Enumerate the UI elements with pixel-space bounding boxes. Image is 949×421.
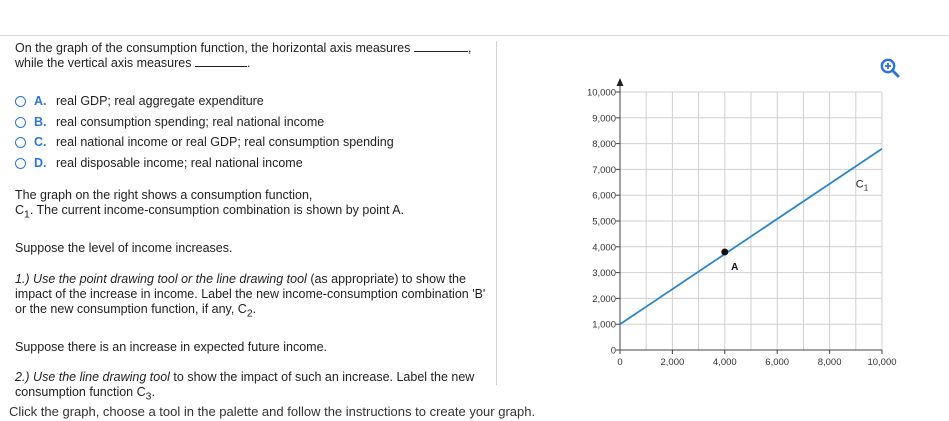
subscript: 1 bbox=[24, 209, 30, 221]
option-text: real national income or real GDP; real consumption spending bbox=[56, 135, 394, 150]
paragraph-text: . The current income-consumption combination is shown by point A. bbox=[29, 202, 405, 217]
blank-horizontal bbox=[414, 41, 468, 52]
option-letter: D. bbox=[34, 155, 47, 170]
option-letter: C. bbox=[34, 135, 47, 150]
point-label: A bbox=[731, 261, 739, 273]
y-tick-label: 10,000 bbox=[586, 87, 616, 99]
y-tick-label: 8,000 bbox=[592, 139, 616, 151]
paragraph-text: . bbox=[252, 302, 257, 317]
option-c[interactable] bbox=[15, 132, 495, 153]
x-tick-label: 4,000 bbox=[712, 357, 737, 368]
question-line-1-end: , bbox=[467, 41, 472, 55]
option-b[interactable] bbox=[15, 112, 495, 133]
series-label: $C_1$ bbox=[855, 178, 869, 193]
y-tick-label: 6,000 bbox=[592, 190, 616, 202]
paragraph-text: The graph on the right shows a consumption function, bbox=[15, 187, 313, 202]
question-line-2-end: . bbox=[246, 56, 251, 70]
blank-vertical bbox=[195, 56, 247, 67]
radio-icon[interactable] bbox=[15, 117, 26, 128]
x-tick-label: 10,000 bbox=[867, 357, 897, 368]
option-letter: B. bbox=[34, 114, 47, 129]
point-a bbox=[721, 248, 728, 255]
x-tick-label: 0 bbox=[617, 357, 623, 368]
x-tick-label: 6,000 bbox=[765, 357, 790, 368]
y-tick-label: 5,000 bbox=[592, 216, 616, 228]
option-d[interactable] bbox=[15, 153, 495, 174]
paragraph-italic: 1.) Use the point drawing tool or the line drawing tool bbox=[15, 272, 307, 287]
paragraph-text: C bbox=[15, 202, 25, 217]
point-group bbox=[721, 248, 738, 273]
radio-icon[interactable] bbox=[15, 96, 26, 107]
option-text: real consumption spending; real national income bbox=[56, 114, 325, 129]
footer-instructions: Click the graph, choose a tool in the palette and follow the instructions to create your graph. bbox=[9, 404, 536, 419]
y-ticks bbox=[587, 88, 620, 357]
panel-divider bbox=[496, 41, 497, 385]
question-line-1: On the graph of the consumption function, the horizontal axis measures bbox=[15, 41, 411, 55]
grid bbox=[620, 92, 882, 350]
paragraph-italic: 2.) Use the line drawing tool bbox=[15, 369, 170, 384]
question-line-2: while the vertical axis measures bbox=[15, 56, 192, 70]
option-letter: A. bbox=[34, 93, 47, 108]
y-tick-label: 3,000 bbox=[592, 268, 616, 280]
question-panel bbox=[15, 41, 495, 403]
subscript: 3 bbox=[145, 391, 152, 403]
y-axis-arrow-icon bbox=[617, 78, 624, 86]
paragraph-expected-income: Suppose there is an increase in expected future income. bbox=[15, 339, 327, 354]
axes bbox=[617, 78, 883, 350]
y-tick-label: 7,000 bbox=[592, 164, 616, 176]
option-text: real disposable income; real national income bbox=[56, 155, 303, 170]
paragraph-text: (as appropriate) to show the impact of the increase in income. Label the new income-consumption combination 'B' or the new consumption function, if any, C bbox=[15, 272, 486, 317]
consumption-graph[interactable] bbox=[560, 70, 910, 375]
y-tick-label: 9,000 bbox=[592, 113, 616, 125]
y-tick-label: 2,000 bbox=[592, 293, 616, 305]
paragraph-task-2 bbox=[15, 370, 495, 405]
paragraph-text: to show the impact of such an increase. Label the new consumption function C bbox=[15, 369, 475, 399]
answer-options bbox=[15, 91, 495, 174]
paragraph-task-1 bbox=[15, 272, 495, 322]
paragraph-text: . bbox=[151, 384, 155, 399]
paragraph-graph-description bbox=[15, 188, 495, 223]
x-tick-label: 2,000 bbox=[660, 357, 685, 368]
x-tick-label: 8,000 bbox=[817, 357, 842, 368]
question-text bbox=[15, 41, 495, 71]
option-text: real GDP; real aggregate expenditure bbox=[56, 93, 264, 108]
y-tick-label: 0 bbox=[610, 345, 616, 357]
y-tick-label: 1,000 bbox=[592, 319, 616, 331]
subscript: 2 bbox=[246, 308, 253, 320]
radio-icon[interactable] bbox=[15, 137, 26, 148]
x-ticks bbox=[617, 350, 896, 368]
radio-icon[interactable] bbox=[15, 158, 26, 169]
paragraph-income-increase: Suppose the level of income increases. bbox=[15, 241, 233, 256]
top-divider bbox=[0, 35, 949, 36]
option-a[interactable] bbox=[15, 91, 495, 112]
y-tick-label: 4,000 bbox=[592, 242, 616, 254]
